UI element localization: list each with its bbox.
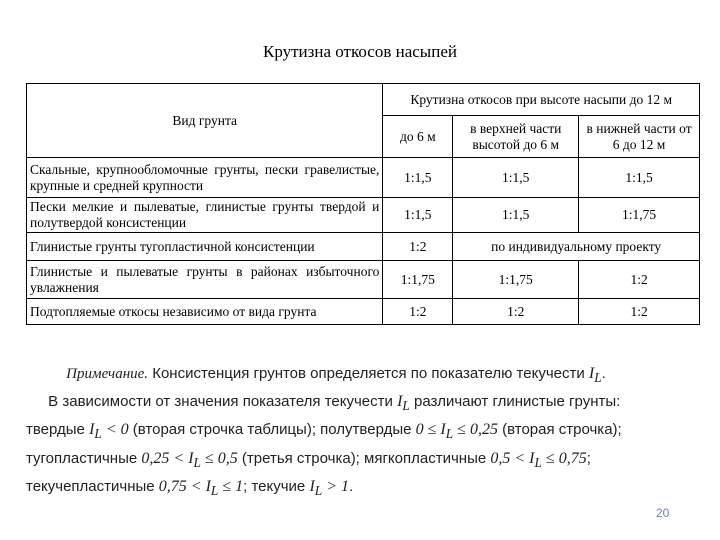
row-value: 1:1,5 — [453, 158, 579, 198]
row-value: 1:2 — [453, 299, 579, 325]
header-slope-group: Крутизна откосов при высоте насыпи до 12 м — [383, 84, 700, 116]
row-soil-kind: Глинистые и пылеватые грунты в районах избыточного увлажнения — [27, 261, 383, 299]
row-value: 1:1,75 — [579, 198, 700, 233]
il-symbol: $I_L$ — [588, 365, 602, 386]
header-col-up-to-6m: до 6 м — [383, 116, 453, 158]
row-soil-kind: Глинистые грунты тугопластичной консистенции — [27, 233, 383, 261]
header-col-lower-part: в нижней части от 6 до 12 м — [579, 116, 700, 158]
slope-table — [26, 83, 700, 325]
table-row — [27, 299, 700, 325]
row-value: 1:1,75 — [453, 261, 579, 299]
il-symbol: $I_L$ — [397, 393, 410, 414]
row-value: 1:2 — [383, 299, 453, 325]
table-header-row — [27, 84, 700, 116]
row-value: 1:1,75 — [383, 261, 453, 299]
row-value: 1:2 — [579, 261, 700, 299]
header-col-upper-part: в верхней части высотой до 6 м — [453, 116, 579, 158]
note-line: текучепластичные $0,75 < I_L \le 1$; текучие $I_L > 1$. — [26, 477, 354, 498]
header-soil-kind: Вид грунта — [27, 84, 383, 158]
table-row — [27, 233, 700, 261]
row-value: 1:1,5 — [383, 158, 453, 198]
page-title: Крутизна откосов насыпей — [263, 42, 457, 61]
note-label: Примечание. — [66, 366, 149, 382]
note-line: тугопластичные $0,25 < I_L \le 0,5$ (третья строчка); мягкопластичные $0,5 < I_L \le 0,75$; — [26, 449, 591, 470]
note-block — [26, 362, 698, 503]
page-number: 20 — [656, 506, 670, 520]
row-value: 1:2 — [383, 233, 453, 261]
row-value: 1:1,5 — [383, 198, 453, 233]
row-soil-kind: Подтопляемые откосы независимо от вида грунта — [27, 299, 383, 325]
row-soil-kind: Скальные, крупнообломочные грунты, пески гравелистые, крупные и средней крупности — [27, 158, 383, 198]
row-value: 1:1,5 — [453, 198, 579, 233]
row-merged-value: по индивидуальному проекту — [453, 233, 700, 261]
row-value: 1:1,5 — [579, 158, 700, 198]
table-row — [27, 261, 700, 299]
table-row — [27, 198, 700, 233]
row-soil-kind: Пески мелкие и пылеватые, глинистые грунты твердой и полутвердой консистенции — [27, 198, 383, 233]
note-line: Примечание. Консистенция грунтов определяется по показателю текучести $I_L$. — [66, 365, 606, 386]
note-line: твердые $I_L < 0$ (вторая строчка таблицы); полутвердые $0 \le I_L \le 0,25$ (вторая строчка); — [26, 421, 622, 442]
row-value: 1:2 — [579, 299, 700, 325]
table-row — [27, 158, 700, 198]
note-line: В зависимости от значения показателя текучести $I_L$ различают глинистые грунты: — [48, 393, 621, 414]
